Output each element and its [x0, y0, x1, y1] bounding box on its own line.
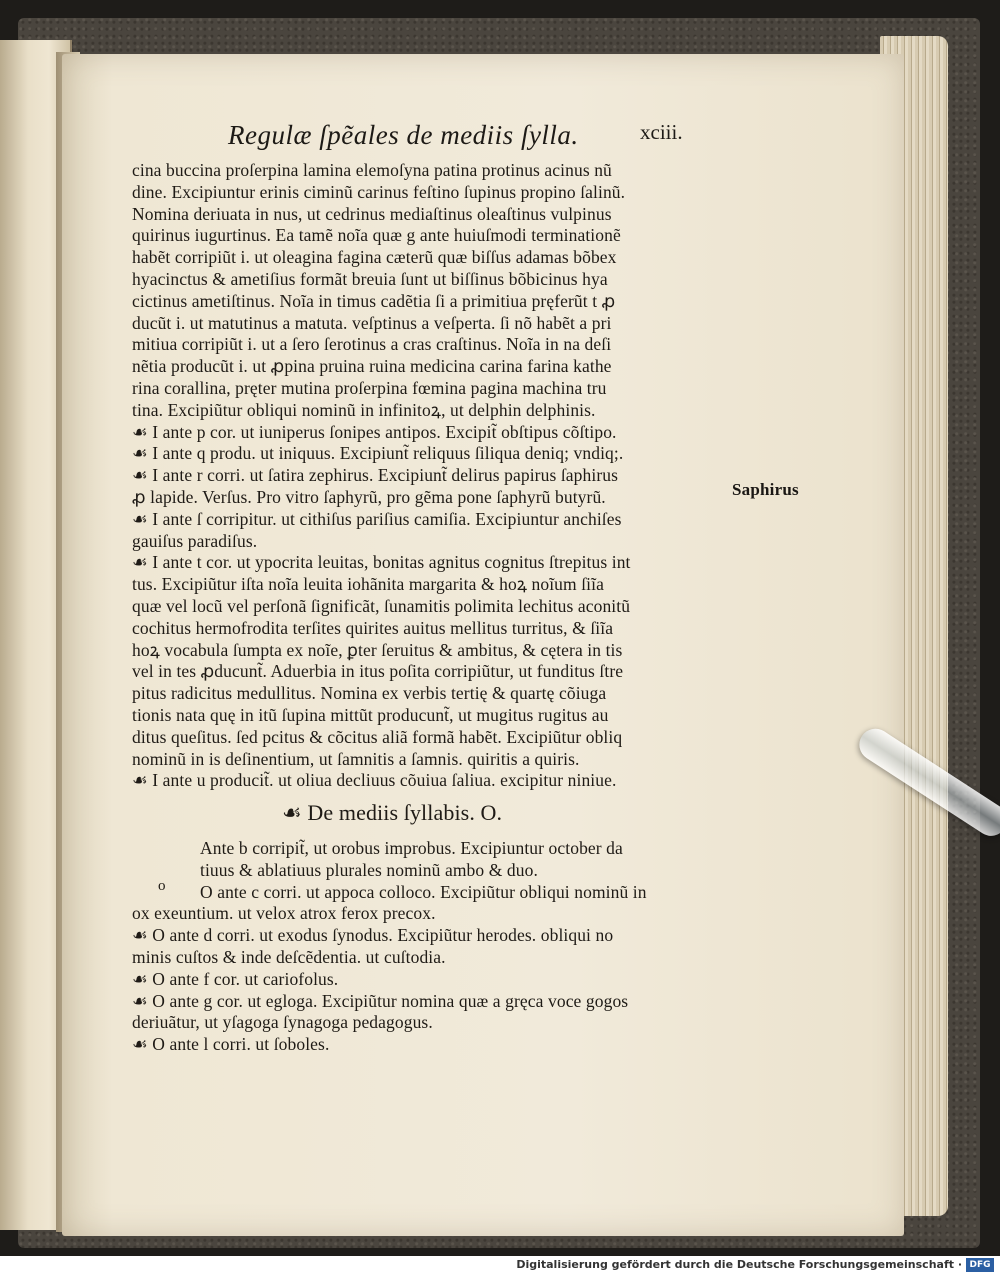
text-line: tiuus & ablatiuus plurales nominũ ambo & duo.	[200, 859, 538, 880]
text-block-1	[132, 160, 732, 832]
text-line: mitiua corripiũt i. ut a ſero ſerotinus a cras craſtinus. Noĩa in na deſi	[132, 334, 612, 355]
text-line: vel in tes ꝓducunt̃. Aduerbia in itus poſita corripiũtur, ut funditus ſtre	[132, 661, 624, 682]
text-line: quirinus iugurtinus. Ea tamẽ noĩa quæ g ante huiuſmodi terminationẽ	[132, 225, 621, 246]
text-line: rina corallina, pręter mutina proſerpina fœmina pagina machina tru	[132, 377, 607, 398]
text-line: ☙ I ante ſ corripitur. ut cithiſus pariſius camiſia. Excipiuntur anchiſes	[132, 508, 622, 529]
text-line: ☙ O ante f cor. ut cariofolus.	[132, 968, 339, 989]
text-line: ☙ O ante g cor. ut egloga. Excipiũtur nomina quæ a gręca voce gogos	[132, 990, 629, 1011]
text-line: ☙ I ante p cor. ut iuniperus ſonipes antipos. Excipit̃ obſtipus cõſtipo.	[132, 421, 617, 442]
text-line: O ante c corri. ut appoca colloco. Excipiũtur obliqui nominũ in	[200, 881, 647, 902]
text-line: ☙ I ante r corri. ut ſatira zephirus. Excipiunt̃ delirus papirus ſaphirus	[132, 465, 619, 486]
text-line: habẽt corripiũt i. ut oleagina fagina cæterũ quæ biſſus adamas bõbex	[132, 247, 617, 268]
text-line: ☙ I ante t cor. ut ypocrita leuitas, bonitas agnitus cognitus ſtrepitus int	[132, 552, 631, 573]
text-line: ☙ I ante u producit̃. ut oliua decliuus cõuiua ſaliua. excipitur niniue.	[132, 770, 617, 791]
text-line: gauiſus paradiſus.	[132, 530, 258, 551]
running-head: Regulæ ſpẽales de mediis ſylla.	[228, 120, 579, 150]
text-line: cina buccina proſerpina lamina elemoſyna patina protinus acinus nũ	[132, 160, 612, 180]
text-line: dine. Excipiuntur erinis ciminũ carinus feſtino ſupinus propino ſalinũ.	[132, 181, 626, 202]
text-line: ꝓ lapide. Verſus. Pro vitro ſaphyrũ, pro gẽma pone ſaphyrũ butyrũ.	[132, 486, 606, 507]
margin-letter: o	[158, 878, 166, 894]
text-line: ditus queſitus. ſed pcitus & cõcitus aliã formã habẽt. Excipiũtur obliq	[132, 726, 623, 747]
text-line: tionis nata quę in itũ ſupina mittũt producunt̃, ut mugitus rugitus au	[132, 704, 609, 725]
text-block-2	[132, 838, 732, 1056]
text-line: hoꝝ vocabula ſumpta ex noĩe, ꝑter ſeruitus & ambitus, & cętera in tis	[132, 639, 623, 660]
text-line: hyacinctus & ametiſius formãt breuia ſunt ut biſſinus bõbicinus hya	[132, 268, 608, 289]
text-line: Ante b corripit̃, ut orobus improbus. Excipiuntur october da	[200, 838, 623, 858]
text-line: minis cuſtos & inde deſcẽdentia. ut cuſtodia.	[132, 946, 446, 967]
text-line: nẽtia producũt i. ut ꝓpina pruina ruina medicina carina farina kathe	[132, 356, 612, 377]
text-line: ☙ I ante q produ. ut iniquus. Excipiunt̃ reliquus ſiliqua deniq; vndiq;.	[132, 443, 624, 464]
text-line: ox exeuntium. ut velox atrox ferox precox.	[132, 903, 436, 924]
text-line: cochitus hermofrodita terſites quirites auitus mellitus turritus, & ſiĩa	[132, 617, 614, 638]
text-line: tus. Excipiũtur iſta noĩa leuita iohãnita margarita & hoꝝ noĩum ſiĩa	[132, 574, 604, 595]
text-line: nominũ in is deſinentium, ut ſamnitis a ſamnis. quiritis a quiris.	[132, 748, 580, 769]
folio-number: xciii.	[640, 120, 683, 144]
section-heading: ☙ De mediis ſyllabis. O.	[282, 800, 503, 826]
text-line: ☙ O ante d corri. ut exodus ſynodus. Excipiũtur herodes. obliqui no	[132, 925, 614, 946]
text-line: deriuãtur, ut yſagoga ſynagoga pedagogus.	[132, 1012, 433, 1033]
text-line: tina. Excipiũtur obliqui nominũ in infinitoꝝ, ut delphin delphinis.	[132, 399, 596, 420]
footer-bar	[0, 1256, 1000, 1275]
text-line: quæ vel locũ vel perſonã ſignificãt, ſunamitis polimita lechitus aconitũ	[132, 595, 631, 616]
marginal-note: Saphirus	[732, 480, 799, 499]
footer-credit: Digitalisierung gefördert durch die Deutsche Forschungsgemeinschaft ·	[516, 1258, 962, 1271]
dfg-logo-icon: DFG	[966, 1258, 994, 1272]
text-line: ducũt i. ut matutinus a matuta. veſptinus a veſperta. ſi nõ habẽt a pri	[132, 312, 612, 333]
text-line: cictinus ametiſtinus. Noĩa in timus cadẽtia ſi a primitiua pręferũt t ꝓ	[132, 290, 616, 311]
text-line: ☙ O ante l corri. ut ſoboles.	[132, 1034, 330, 1055]
text-line: pitus radicitus medullitus. Nomina ex verbis tertię & quartę cõiuga	[132, 683, 607, 704]
text-line: Nomina deriuata in nus, ut cedrinus mediaſtinus oleaſtinus vulpinus	[132, 203, 612, 224]
